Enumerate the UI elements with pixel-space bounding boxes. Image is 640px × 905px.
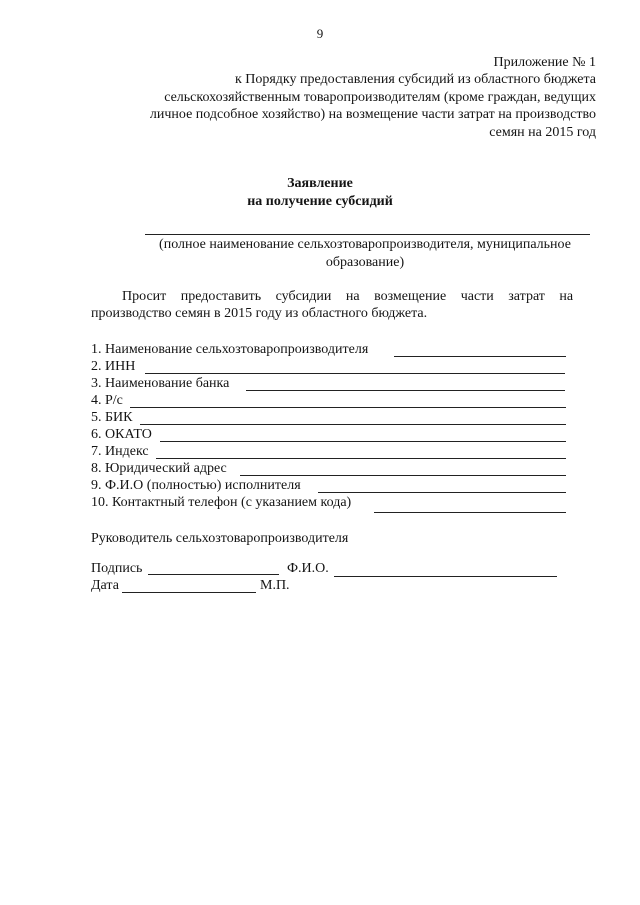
field-label-account: 4. Р/с (91, 393, 123, 408)
field-label-bik: 5. БИК (91, 410, 133, 425)
fio-input[interactable] (334, 576, 557, 577)
appendix-line-1: к Порядку предоставления субсидий из областного бюджета (234, 72, 596, 87)
field-label-phone: 10. Контактный телефон (с указанием кода) (91, 495, 352, 510)
signature-input[interactable] (148, 574, 279, 575)
field-input-account[interactable] (130, 407, 566, 408)
signature-label: Подпись (91, 561, 143, 576)
field-label-bank: 3. Наименование банка (91, 376, 230, 391)
field-input-phone[interactable] (374, 512, 566, 513)
request-text-line-2: производство семян в 2015 году из областного бюджета. (91, 306, 428, 321)
field-input-name[interactable] (394, 356, 566, 357)
field-input-inn[interactable] (145, 373, 565, 374)
appendix-line-4: семян на 2015 год (489, 125, 596, 140)
document-subtitle: на получение субсидий (247, 194, 393, 209)
field-input-executor[interactable] (318, 492, 566, 493)
field-input-bik[interactable] (140, 424, 566, 425)
field-label-index: 7. Индекс (91, 444, 149, 459)
fio-label: Ф.И.О. (287, 561, 329, 576)
field-input-bank[interactable] (246, 390, 565, 391)
document-title: Заявление (287, 176, 353, 191)
applicant-hint-line-1: (полное наименование сельхозтоваропроизводителя, муниципальное (159, 237, 571, 252)
applicant-hint-line-2: образование) (325, 255, 405, 270)
request-text-line-1: Просит предоставить субсидии на возмещение части затрат на (122, 289, 574, 304)
field-label-okato: 6. ОКАТО (91, 427, 152, 442)
date-input[interactable] (122, 592, 256, 593)
date-label: Дата (91, 578, 119, 593)
field-input-okato[interactable] (160, 441, 566, 442)
appendix-line-2: сельскохозяйственным товаропроизводителям (кроме граждан, ведущих (164, 90, 596, 105)
field-label-executor: 9. Ф.И.О (полностью) исполнителя (91, 478, 301, 493)
stamp-label: М.П. (260, 578, 290, 593)
field-label-address: 8. Юридический адрес (91, 461, 227, 476)
applicant-name-line[interactable] (145, 234, 590, 235)
field-label-name: 1. Наименование сельхозтоваропроизводителя (91, 342, 369, 357)
field-input-address[interactable] (240, 475, 566, 476)
appendix-line-3: личное подсобное хозяйство) на возмещение части затрат на производство (149, 107, 596, 122)
signature-head: Руководитель сельхозтоваропроизводителя (91, 531, 349, 546)
field-label-inn: 2. ИНН (91, 359, 136, 374)
field-input-index[interactable] (156, 458, 566, 459)
appendix-title: Приложение № 1 (493, 55, 596, 70)
page-number: 9 (316, 26, 324, 41)
